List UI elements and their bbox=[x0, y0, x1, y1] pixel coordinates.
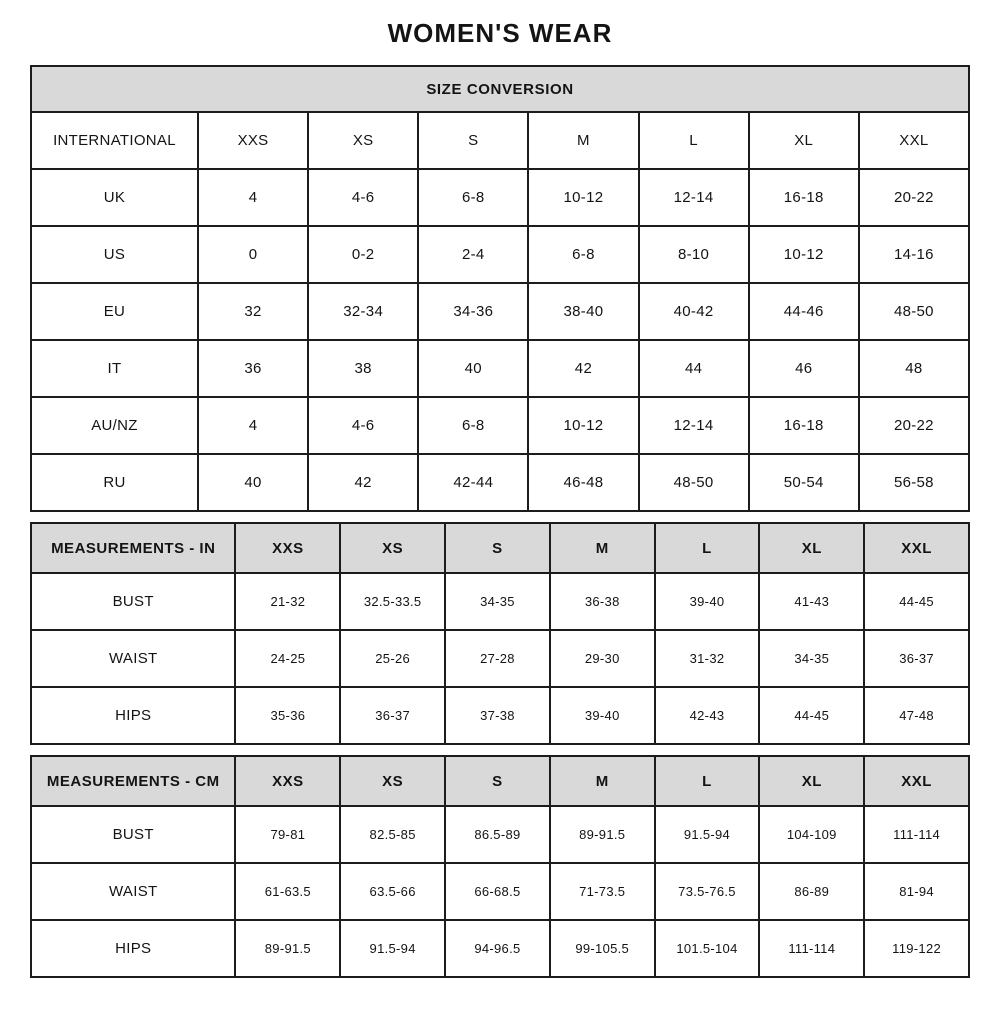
size-conversion-title: SIZE CONVERSION bbox=[31, 66, 969, 112]
row-label: US bbox=[31, 226, 198, 283]
measurement-value: 32.5-33.5 bbox=[340, 573, 445, 630]
size-value: 44 bbox=[639, 340, 749, 397]
measurements-cm-table bbox=[30, 755, 970, 978]
table-row bbox=[31, 454, 969, 511]
size-value: 0 bbox=[198, 226, 308, 283]
table-row bbox=[31, 806, 969, 863]
size-value: 34-36 bbox=[418, 283, 528, 340]
measurement-value: 91.5-94 bbox=[340, 920, 445, 977]
size-value: 12-14 bbox=[639, 397, 749, 454]
row-label: AU/NZ bbox=[31, 397, 198, 454]
size-value: 38-40 bbox=[528, 283, 638, 340]
column-header: XXS bbox=[235, 756, 340, 806]
size-value: 4-6 bbox=[308, 169, 418, 226]
table-row bbox=[31, 340, 969, 397]
size-value: 20-22 bbox=[859, 169, 969, 226]
measurement-value: 39-40 bbox=[550, 687, 655, 744]
size-value: 10-12 bbox=[749, 226, 859, 283]
size-label: XS bbox=[308, 112, 418, 169]
size-value: 12-14 bbox=[639, 169, 749, 226]
size-label: XXS bbox=[198, 112, 308, 169]
measurement-value: 66-68.5 bbox=[445, 863, 550, 920]
size-value: 48-50 bbox=[859, 283, 969, 340]
measurement-value: 82.5-85 bbox=[340, 806, 445, 863]
measurement-value: 24-25 bbox=[235, 630, 340, 687]
column-header: XS bbox=[340, 756, 445, 806]
size-value: 44-46 bbox=[749, 283, 859, 340]
measurement-value: 61-63.5 bbox=[235, 863, 340, 920]
size-conversion-table bbox=[30, 65, 970, 512]
measurement-value: 73.5-76.5 bbox=[655, 863, 760, 920]
size-value: 2-4 bbox=[418, 226, 528, 283]
size-label: S bbox=[418, 112, 528, 169]
measurement-value: 35-36 bbox=[235, 687, 340, 744]
size-value: 4 bbox=[198, 169, 308, 226]
column-header: XL bbox=[759, 756, 864, 806]
size-value: 14-16 bbox=[859, 226, 969, 283]
measurement-value: 63.5-66 bbox=[340, 863, 445, 920]
measurement-value: 104-109 bbox=[759, 806, 864, 863]
measurement-value: 71-73.5 bbox=[550, 863, 655, 920]
measurement-value: 111-114 bbox=[759, 920, 864, 977]
measurement-value: 34-35 bbox=[445, 573, 550, 630]
row-label: WAIST bbox=[31, 863, 235, 920]
size-value: 56-58 bbox=[859, 454, 969, 511]
table-row bbox=[31, 397, 969, 454]
size-label: XL bbox=[749, 112, 859, 169]
size-value: 16-18 bbox=[749, 169, 859, 226]
measurement-value: 39-40 bbox=[655, 573, 760, 630]
measurement-value: 36-37 bbox=[864, 630, 969, 687]
measurement-value: 47-48 bbox=[864, 687, 969, 744]
size-value: 42 bbox=[528, 340, 638, 397]
row-label: BUST bbox=[31, 806, 235, 863]
row-label: WAIST bbox=[31, 630, 235, 687]
size-value: 42-44 bbox=[418, 454, 528, 511]
row-label: IT bbox=[31, 340, 198, 397]
size-value: 6-8 bbox=[418, 169, 528, 226]
size-value: 40 bbox=[418, 340, 528, 397]
column-header: XXL bbox=[864, 756, 969, 806]
measurement-value: 89-91.5 bbox=[550, 806, 655, 863]
measurement-value: 36-37 bbox=[340, 687, 445, 744]
size-value: 10-12 bbox=[528, 169, 638, 226]
table-row bbox=[31, 863, 969, 920]
measurement-value: 42-43 bbox=[655, 687, 760, 744]
measurement-value: 101.5-104 bbox=[655, 920, 760, 977]
size-value: 4 bbox=[198, 397, 308, 454]
page-title: WOMEN'S WEAR bbox=[387, 18, 613, 48]
column-header: S bbox=[445, 756, 550, 806]
row-label: HIPS bbox=[31, 687, 235, 744]
table-row bbox=[31, 920, 969, 977]
measurements-cm-title: MEASUREMENTS - CM bbox=[31, 756, 235, 806]
table-row bbox=[31, 169, 969, 226]
size-label: M bbox=[528, 112, 638, 169]
row-label: INTERNATIONAL bbox=[31, 112, 198, 169]
measurements-in-table bbox=[30, 522, 970, 745]
table-header-row bbox=[31, 756, 969, 806]
size-value: 32 bbox=[198, 283, 308, 340]
table-row bbox=[31, 226, 969, 283]
measurement-value: 25-26 bbox=[340, 630, 445, 687]
measurement-value: 34-35 bbox=[759, 630, 864, 687]
size-value: 48 bbox=[859, 340, 969, 397]
row-label: BUST bbox=[31, 573, 235, 630]
measurement-value: 44-45 bbox=[864, 573, 969, 630]
size-value: 42 bbox=[308, 454, 418, 511]
measurement-value: 21-32 bbox=[235, 573, 340, 630]
measurement-value: 27-28 bbox=[445, 630, 550, 687]
size-value: 36 bbox=[198, 340, 308, 397]
table-row bbox=[31, 573, 969, 630]
size-value: 8-10 bbox=[639, 226, 749, 283]
size-label: XXL bbox=[859, 112, 969, 169]
row-label: HIPS bbox=[31, 920, 235, 977]
measurement-value: 79-81 bbox=[235, 806, 340, 863]
row-label: UK bbox=[31, 169, 198, 226]
size-value: 46-48 bbox=[528, 454, 638, 511]
size-value: 6-8 bbox=[418, 397, 528, 454]
measurement-value: 86.5-89 bbox=[445, 806, 550, 863]
size-label: L bbox=[639, 112, 749, 169]
measurement-value: 99-105.5 bbox=[550, 920, 655, 977]
column-header: XS bbox=[340, 523, 445, 573]
size-value: 16-18 bbox=[749, 397, 859, 454]
size-value: 48-50 bbox=[639, 454, 749, 511]
measurement-value: 89-91.5 bbox=[235, 920, 340, 977]
table-row bbox=[31, 112, 969, 169]
size-value: 10-12 bbox=[528, 397, 638, 454]
measurement-value: 31-32 bbox=[655, 630, 760, 687]
size-value: 46 bbox=[749, 340, 859, 397]
table-row bbox=[31, 630, 969, 687]
table-row bbox=[31, 283, 969, 340]
size-value: 40 bbox=[198, 454, 308, 511]
row-label: EU bbox=[31, 283, 198, 340]
measurement-value: 44-45 bbox=[759, 687, 864, 744]
measurement-value: 91.5-94 bbox=[655, 806, 760, 863]
column-header: XL bbox=[759, 523, 864, 573]
table-header-row bbox=[31, 66, 969, 112]
size-value: 40-42 bbox=[639, 283, 749, 340]
row-label: RU bbox=[31, 454, 198, 511]
column-header: M bbox=[550, 756, 655, 806]
size-value: 6-8 bbox=[528, 226, 638, 283]
measurement-value: 37-38 bbox=[445, 687, 550, 744]
measurement-value: 111-114 bbox=[864, 806, 969, 863]
measurement-value: 36-38 bbox=[550, 573, 655, 630]
measurement-value: 81-94 bbox=[864, 863, 969, 920]
size-value: 20-22 bbox=[859, 397, 969, 454]
measurements-in-title: MEASUREMENTS - IN bbox=[31, 523, 235, 573]
size-value: 50-54 bbox=[749, 454, 859, 511]
column-header: S bbox=[445, 523, 550, 573]
column-header: XXS bbox=[235, 523, 340, 573]
measurement-value: 94-96.5 bbox=[445, 920, 550, 977]
column-header: M bbox=[550, 523, 655, 573]
size-value: 0-2 bbox=[308, 226, 418, 283]
table-row bbox=[31, 687, 969, 744]
table-header-row bbox=[31, 523, 969, 573]
measurement-value: 119-122 bbox=[864, 920, 969, 977]
measurement-value: 41-43 bbox=[759, 573, 864, 630]
size-value: 4-6 bbox=[308, 397, 418, 454]
size-value: 38 bbox=[308, 340, 418, 397]
column-header: L bbox=[655, 756, 760, 806]
measurement-value: 29-30 bbox=[550, 630, 655, 687]
column-header: L bbox=[655, 523, 760, 573]
column-header: XXL bbox=[864, 523, 969, 573]
size-value: 32-34 bbox=[308, 283, 418, 340]
measurement-value: 86-89 bbox=[759, 863, 864, 920]
